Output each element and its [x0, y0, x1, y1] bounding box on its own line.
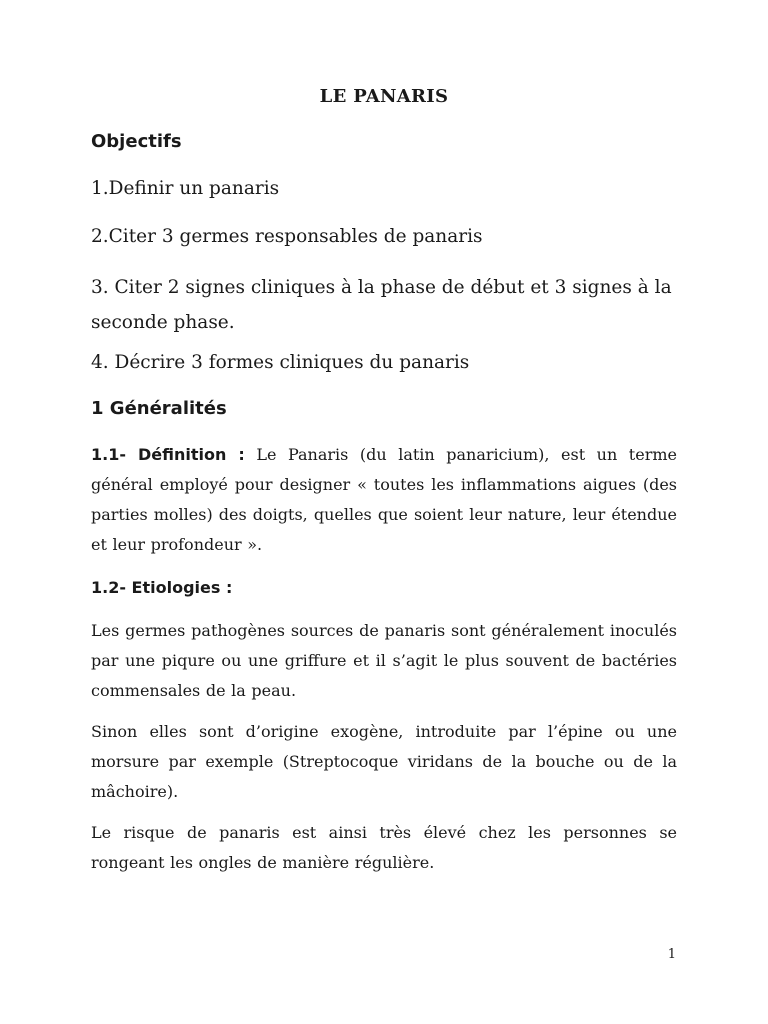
objective-item-3: 3. Citer 2 signes cliniques à la phase de début et 3 signes à la seconde phase.	[91, 277, 672, 333]
etiology-paragraph-3: Le risque de panaris est ainsi très élevé chez les personnes se rongeant les ongles de manière régulière.	[91, 823, 677, 872]
definition-paragraph	[91, 440, 677, 560]
etiology-heading: 1.2- Etiologies :	[91, 578, 233, 597]
objective-item-4: 4. Décrire 3 formes cliniques du panaris	[91, 352, 470, 373]
etiology-paragraph-2: Sinon elles sont d’origine exogène, introduite par l’épine ou une morsure par exemple (Streptocoque viridans de la bouche ou de la mâchoire).	[91, 722, 677, 801]
objective-item-2: 2.Citer 3 germes responsables de panaris	[91, 226, 483, 247]
page-number: 1	[667, 947, 676, 962]
definition-text: Le Panaris (du latin panaricium), est un terme général employé pour designer « toutes les inflammations aigues (des parties molles) des doigts, quelles que soient leur nature, leur étendue et leur profondeur ».	[91, 445, 677, 554]
etiology-paragraph-1: Les germes pathogènes sources de panaris sont généralement inoculés par une piqure ou une griffure et il s’agit le plus souvent de bactéries commensales de la peau.	[91, 621, 677, 700]
page-title: LE PANARIS	[319, 86, 449, 107]
section-heading-generalites: 1 Généralités	[91, 398, 227, 419]
objective-item-1: 1.Definir un panaris	[91, 178, 280, 199]
objectives-heading: Objectifs	[91, 131, 182, 152]
definition-label: 1.1- Définition :	[91, 445, 245, 464]
